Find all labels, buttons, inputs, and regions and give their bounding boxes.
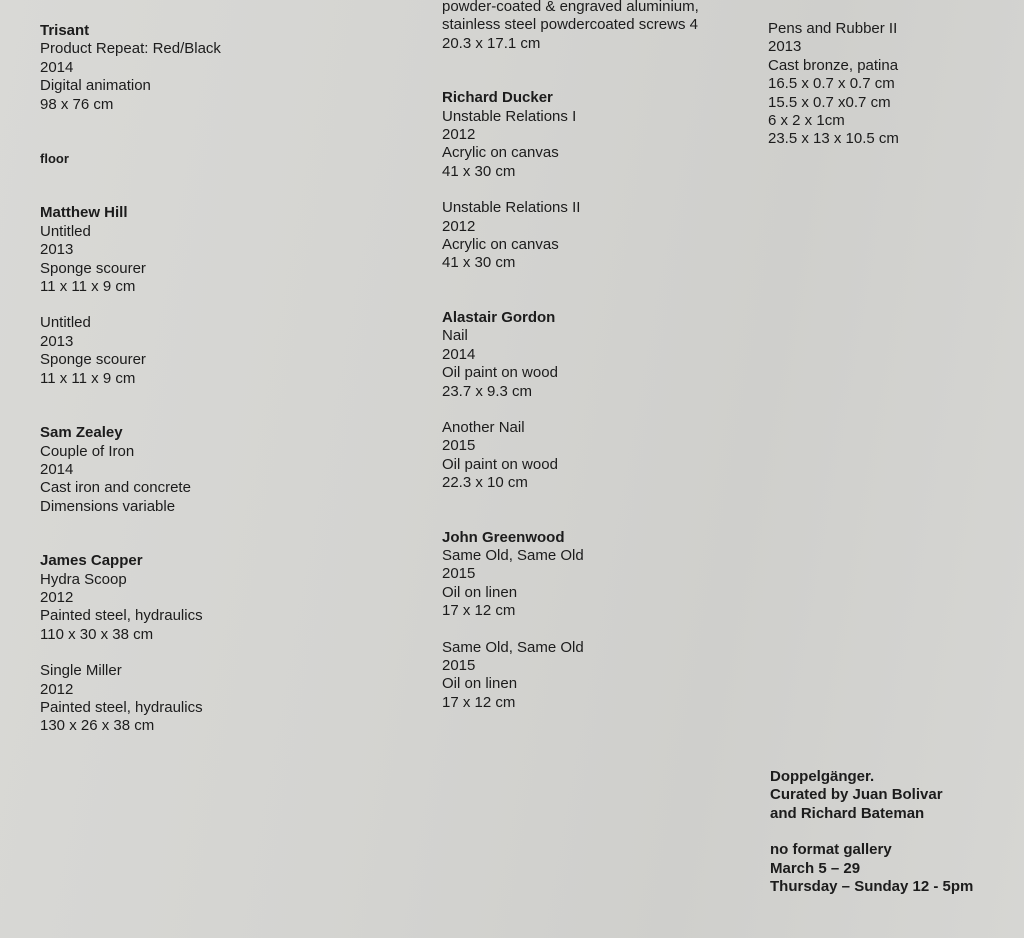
- work-medium: Painted steel, hydraulics: [40, 698, 203, 716]
- work-dimensions: 41 x 30 cm: [442, 254, 516, 272]
- work-title: Nail: [442, 327, 468, 345]
- artwork-entry-john-greenwood-1: [442, 529, 762, 621]
- work-year: 2013: [768, 38, 802, 56]
- exhibition-credits: [770, 768, 1010, 823]
- work-title: Untitled: [40, 222, 91, 240]
- artwork-entry-matthew-hill-1: [40, 204, 360, 296]
- artist-name: Sam Zealey: [40, 424, 123, 442]
- work-dimensions: 16.5 x 0.7 x 0.7 cm: [768, 75, 895, 93]
- work-year: 2014: [442, 345, 476, 363]
- work-medium: stainless steel powdercoated screws 4: [442, 16, 698, 34]
- work-year: 2015: [442, 565, 476, 583]
- work-year: 2014: [40, 460, 74, 478]
- work-title: Hydra Scoop: [40, 570, 127, 588]
- work-year: 2012: [442, 217, 476, 235]
- work-dimensions: 6 x 2 x 1cm: [768, 112, 845, 130]
- work-year: 2015: [442, 656, 476, 674]
- artwork-entry-trisant: [40, 22, 360, 114]
- left-column: [40, 22, 360, 754]
- right-column: [768, 20, 1008, 167]
- curator-line: Curated by Juan Bolivar: [770, 786, 943, 804]
- work-medium: Oil paint on wood: [442, 455, 558, 473]
- work-title: Untitled: [40, 314, 91, 332]
- gallery-name: no format gallery: [770, 841, 892, 859]
- work-medium: Oil on linen: [442, 675, 518, 693]
- work-medium: Sponge scourer: [40, 259, 146, 277]
- work-dimensions: 41 x 30 cm: [442, 162, 516, 180]
- artist-name: James Capper: [40, 552, 143, 570]
- artwork-entry-alastair-gordon-1: [442, 309, 762, 401]
- work-title: Unstable Relations I: [442, 107, 577, 125]
- curator-line: and Richard Bateman: [770, 804, 925, 822]
- work-medium: Oil paint on wood: [442, 364, 558, 382]
- exhibition-venue: [770, 841, 1010, 896]
- work-year: 2012: [40, 680, 74, 698]
- work-dimensions: Dimensions variable: [40, 497, 176, 515]
- work-dimensions: 23.7 x 9.3 cm: [442, 382, 533, 400]
- work-dimensions: 17 x 12 cm: [442, 602, 516, 620]
- work-title: Product Repeat: Red/Black: [40, 40, 221, 58]
- work-title: Unstable Relations II: [442, 199, 581, 217]
- work-dimensions: 15.5 x 0.7 x0.7 cm: [768, 93, 891, 111]
- artwork-entry-john-greenwood-2: [442, 639, 762, 713]
- work-year: 2012: [40, 588, 74, 606]
- artist-name: Richard Ducker: [442, 89, 553, 107]
- work-dimensions: 110 x 30 x 38 cm: [40, 625, 154, 643]
- artwork-entry-matthew-hill-2: [40, 314, 360, 388]
- artwork-entry-richard-ducker-1: [442, 89, 762, 181]
- work-medium: Cast bronze, patina: [768, 56, 899, 74]
- work-title: Same Old, Same Old: [442, 546, 584, 564]
- artwork-entry-continued: [442, 0, 762, 53]
- work-year: 2015: [442, 437, 476, 455]
- work-year: 2012: [442, 126, 476, 144]
- work-medium: Digital animation: [40, 77, 151, 95]
- work-medium: Acrylic on canvas: [442, 144, 559, 162]
- work-year: 2013: [40, 332, 74, 350]
- artist-name: Matthew Hill: [40, 204, 128, 222]
- work-title: Couple of Iron: [40, 442, 135, 460]
- work-medium: Oil on linen: [442, 583, 518, 601]
- opening-hours: Thursday – Sunday 12 - 5pm: [770, 878, 974, 896]
- artwork-entry-pens-and-rubber: [768, 20, 1008, 149]
- work-year: 2013: [40, 241, 74, 259]
- work-medium: powder-coated & engraved aluminium,: [442, 0, 699, 15]
- floor-label: floor: [40, 151, 69, 167]
- work-title: Single Miller: [40, 662, 122, 680]
- artist-name: Alastair Gordon: [442, 308, 556, 326]
- work-medium: Painted steel, hydraulics: [40, 607, 203, 625]
- work-medium: Cast iron and concrete: [40, 479, 191, 497]
- work-dimensions: 17 x 12 cm: [442, 693, 516, 711]
- artwork-entry-alastair-gordon-2: [442, 419, 762, 493]
- work-dimensions: 130 x 26 x 38 cm: [40, 717, 155, 735]
- work-dimensions: 20.3 x 17.1 cm: [442, 34, 541, 52]
- work-year: 2014: [40, 58, 74, 76]
- artist-name: John Greenwood: [442, 528, 565, 546]
- work-dimensions: 22.3 x 10 cm: [442, 474, 528, 492]
- artist-name: Trisant: [40, 22, 90, 39]
- middle-column: [442, 0, 762, 730]
- work-dimensions: 98 x 76 cm: [40, 95, 114, 113]
- work-dimensions: 11 x 11 x 9 cm: [40, 278, 136, 296]
- work-title: Another Nail: [442, 418, 525, 436]
- exhibition-title: Doppelgänger.: [770, 768, 875, 785]
- exhibition-dates: March 5 – 29: [770, 859, 861, 877]
- work-dimensions: 23.5 x 13 x 10.5 cm: [768, 130, 899, 148]
- work-medium: Sponge scourer: [40, 351, 146, 369]
- artwork-entry-richard-ducker-2: [442, 199, 762, 273]
- artwork-entry-james-capper-1: [40, 552, 360, 644]
- work-dimensions: 11 x 11 x 9 cm: [40, 369, 136, 387]
- artwork-entry-sam-zealey: [40, 424, 360, 516]
- work-medium: Acrylic on canvas: [442, 236, 559, 254]
- work-title: Same Old, Same Old: [442, 638, 584, 656]
- work-title: Pens and Rubber II: [768, 20, 898, 37]
- artwork-entry-james-capper-2: [40, 662, 360, 736]
- exhibition-colophon: [770, 768, 1010, 914]
